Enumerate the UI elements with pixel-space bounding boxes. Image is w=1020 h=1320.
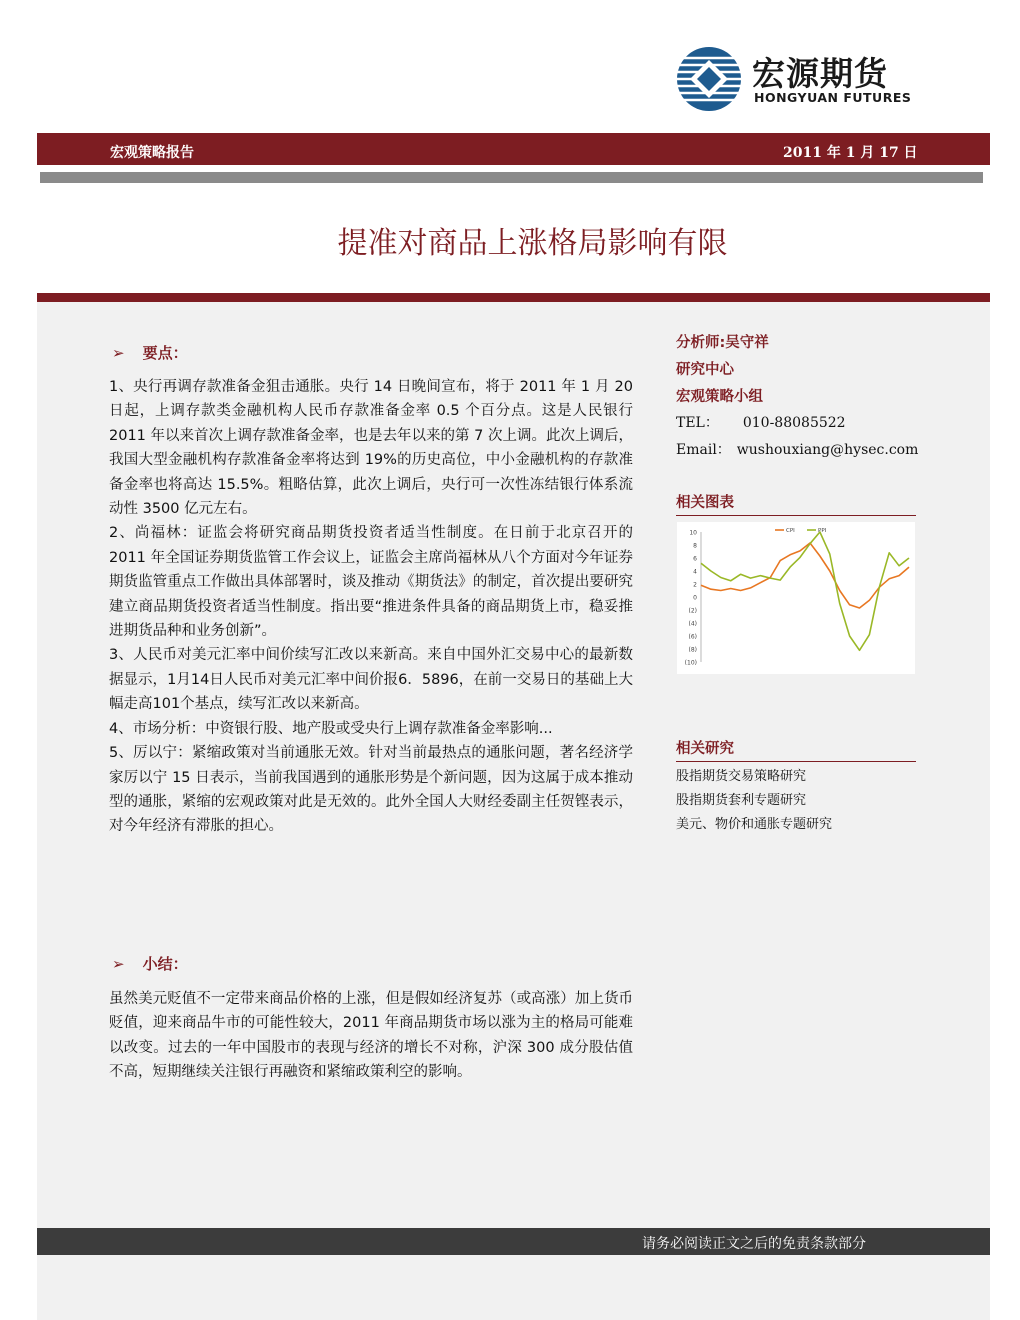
chart-section-heading: 相关图表 xyxy=(676,491,916,516)
email-row xyxy=(676,439,918,459)
research-item[interactable]: 股指期货交易策略研究 xyxy=(676,769,807,784)
chart-svg xyxy=(677,522,915,674)
summary-body xyxy=(109,987,633,1085)
y-tick-label: (8) xyxy=(688,646,697,654)
y-tick-label: (6) xyxy=(688,633,697,641)
brand-name-en: HONGYUAN FUTURES xyxy=(754,90,912,105)
key-points-heading: ➢ 要点： xyxy=(112,344,188,362)
header-divider xyxy=(40,172,983,183)
research-item[interactable]: 股指期货套利专题研究 xyxy=(676,793,807,808)
research-dept: 研究中心 xyxy=(676,362,734,378)
key-point-item: 5、厉以宁：紧缩政策对当前通胀无效。针对当前最热点的通胀问题，著名经济学家厉以宁 15 日表示，当前我国遇到的通胀形势是个新问题，因为这属于成本推动型的通胀，紧缩的宏观政策对此是无效的。此外全国人大财经委副主任贺铿表示，对今年经济有滞胀的担心。 xyxy=(109,745,633,835)
legend-label: CPI xyxy=(786,528,795,534)
research-team: 宏观策略小组 xyxy=(676,389,763,405)
y-tick-label: 2 xyxy=(693,581,697,589)
arrow-bullet-icon: ➢ xyxy=(112,344,125,362)
key-points-body xyxy=(109,375,633,839)
email-value[interactable]: wushouxiang@hysec.com xyxy=(736,442,919,458)
cpi-ppi-chart xyxy=(677,522,915,674)
report-type: 宏观策略报告 xyxy=(110,145,194,161)
tel-row xyxy=(676,412,846,432)
key-point-item: 2、尚福林：证监会将研究商品期货投资者适当性制度。在日前于北京召开的 2011 年全国证券期货监管工作会议上，证监会主席尚福林从八个方面对今年证券期货监管重点工作做出具体部署时，谈及推动《期货法》的制定，首次提出要研究建立商品期货投资者适当性制度。指出要“推进条件具备的商品期货上市，稳妥推进期货品种和业务创新”。 xyxy=(109,525,633,640)
summary-text: 虽然美元贬值不一定带来商品价格的上涨，但是假如经济复苏（或高涨）加上货币贬值，迎来商品牛市的可能性较大，2011 年商品期货市场以涨为主的格局可能难以改变。过去的一年中国股市的表现与经济的增长不对称，沪深 300 成分股估值不高，短期继续关注银行再融资和紧缩政策利空的影响。 xyxy=(109,991,633,1081)
tel-label: TEL： xyxy=(676,415,719,431)
y-tick-label: (10) xyxy=(684,659,697,667)
summary-heading: ➢ 小结： xyxy=(112,955,188,973)
disclaimer-note: 请务必阅读正文之后的免责条款部分 xyxy=(642,1236,866,1252)
y-tick-label: (4) xyxy=(688,620,697,628)
legend-label: PPI xyxy=(818,528,827,534)
research-item[interactable]: 美元、物价和通胀专题研究 xyxy=(676,817,833,832)
title-divider xyxy=(37,293,990,302)
analyst-name: 分析师:吴守祥 xyxy=(676,335,769,351)
tel-value: 010-88085522 xyxy=(742,415,846,431)
y-tick-label: 0 xyxy=(693,594,697,602)
key-point-item: 3、人民币对美元汇率中间价续写汇改以来新高。来自中国外汇交易中心的最新数据显示，1月14日人民币对美元汇率中间价报6．5896，在前一交易日的基础上大幅走高101个基点，续写汇改以来新高。 xyxy=(109,647,633,713)
email-label: Email： xyxy=(676,442,731,458)
page-title: 提准对商品上涨格局影响有限 xyxy=(337,226,728,261)
y-tick-label: (2) xyxy=(688,607,697,615)
brand-name-cn: 宏源期货 xyxy=(752,54,888,93)
brand-logo-icon xyxy=(676,46,742,112)
y-tick-label: 4 xyxy=(693,568,697,576)
y-tick-label: 6 xyxy=(693,555,697,563)
y-tick-label: 8 xyxy=(693,542,697,550)
y-tick-label: 10 xyxy=(689,529,697,537)
research-section-heading: 相关研究 xyxy=(676,737,916,762)
key-point-item: 4、市场分析：中资银行股、地产股或受央行上调存款准备金率影响... xyxy=(109,720,553,737)
arrow-bullet-icon: ➢ xyxy=(112,955,125,973)
key-point-item: 1、央行再调存款准备金狙击通胀。央行 14 日晚间宣布，将于 2011 年 1 月 20 日起，上调存款类金融机构人民币存款准备金率 0.5 个百分点。这是人民银行 2011 年以来首次上调存款准备金率，也是去年以来的第 7 次上调。此次上调后，我国大型金融机构存款准备金率将达到 19%的历史高位，中小金融机构的存款准备金率也将高达 15.5%。粗略估算，此次上调后，央行可一次性冻结银行体系流动性 3500 亿元左右。 xyxy=(109,379,633,518)
series-line-ppi xyxy=(701,532,909,650)
report-date: 2011 年 1 月 17 日 xyxy=(783,145,918,161)
